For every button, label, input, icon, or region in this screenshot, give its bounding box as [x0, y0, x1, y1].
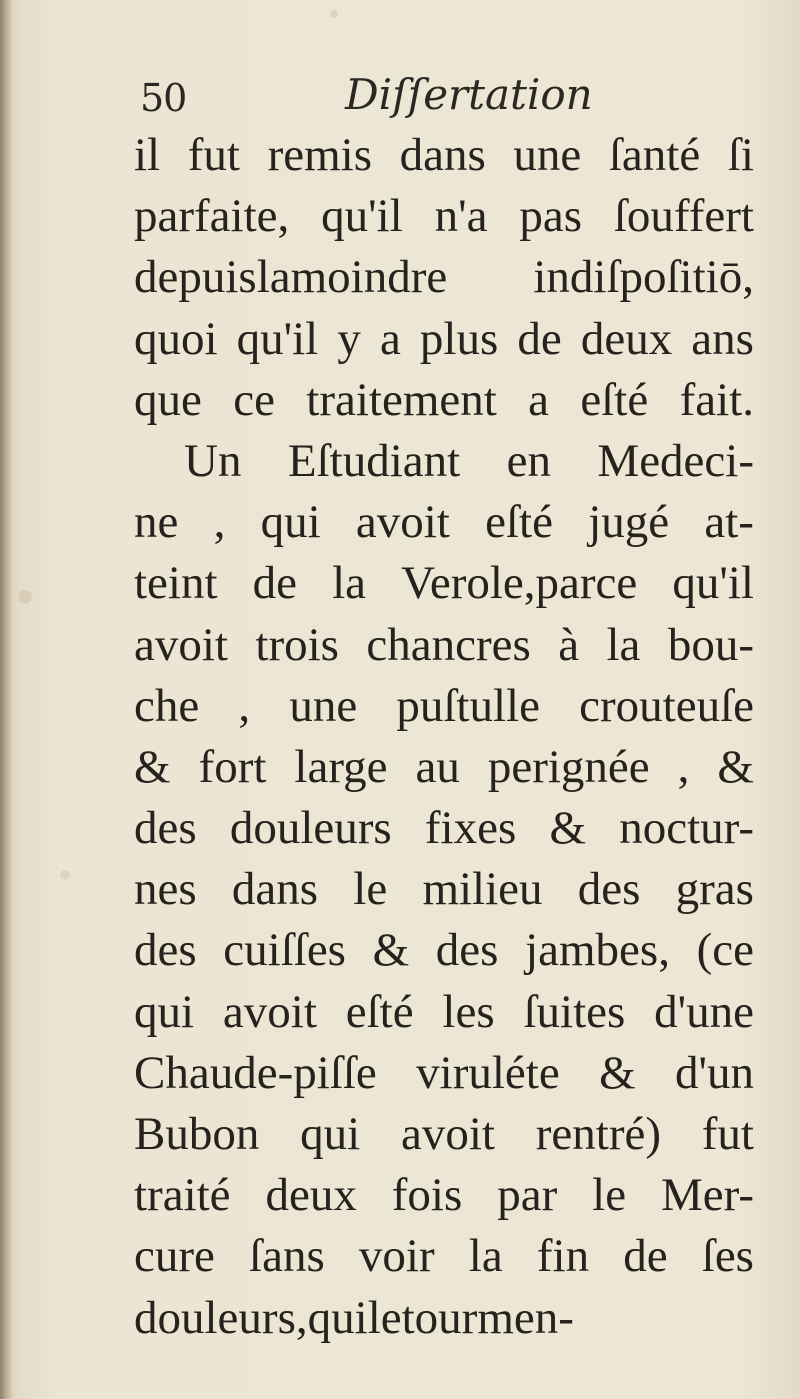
word: fut — [701, 1108, 754, 1160]
word: jugé — [588, 496, 670, 549]
word: ſans — [249, 1230, 325, 1283]
word: che — [134, 679, 200, 732]
word: , — [295, 1291, 308, 1344]
word: ſanté — [608, 129, 701, 181]
text-line — [134, 1043, 754, 1104]
word: at- — [704, 496, 754, 549]
word: Verole,parce — [401, 557, 638, 610]
word: qui — [307, 1291, 368, 1344]
word: d'un — [675, 1046, 754, 1099]
word: parfaite, — [134, 190, 290, 243]
word: Un — [184, 434, 242, 487]
word: ſuites — [523, 985, 626, 1038]
word: viruléte — [416, 1046, 560, 1099]
word: le — [367, 1291, 402, 1344]
word: y — [337, 312, 361, 365]
word: , — [677, 740, 690, 793]
text-line — [134, 1288, 754, 1349]
word: fut — [187, 129, 240, 181]
word: a — [528, 373, 550, 426]
word: qu'il — [236, 312, 319, 365]
word: Medeci- — [597, 434, 754, 487]
word: teint — [134, 557, 218, 610]
text-line — [134, 247, 754, 308]
word: dans — [399, 129, 486, 181]
word: une — [289, 679, 358, 732]
word: la — [332, 557, 367, 610]
body-text — [134, 125, 754, 1349]
word: qu'il — [672, 557, 754, 610]
word: , — [213, 496, 226, 549]
word: n'a — [434, 190, 488, 243]
word: cuiſſes — [223, 924, 346, 977]
word: fort — [198, 740, 267, 793]
word: que — [134, 373, 202, 426]
text-line — [134, 125, 754, 186]
word: rentré) — [535, 1108, 661, 1160]
paper-stain — [60, 870, 70, 880]
text-line — [134, 186, 754, 247]
word: & — [134, 740, 171, 793]
word: en — [506, 434, 551, 487]
word: de — [252, 557, 298, 610]
word: Eſtudiant — [287, 434, 461, 487]
text-line — [134, 737, 754, 798]
word: jambes, — [525, 924, 670, 977]
word: le — [592, 1169, 627, 1222]
word: ſi — [727, 129, 754, 181]
word: crouteuſe — [579, 679, 754, 732]
word: avoit — [400, 1108, 495, 1160]
word: & — [372, 924, 410, 977]
text-line — [134, 920, 754, 981]
text-line — [134, 1165, 754, 1226]
word: fixes — [424, 802, 517, 855]
word: des — [577, 863, 641, 916]
word: depuislamoindre — [134, 251, 448, 304]
word: plus — [419, 312, 499, 365]
word: voir — [358, 1230, 435, 1283]
word: eſté — [580, 373, 649, 426]
word: il — [134, 129, 161, 181]
word: traitement — [306, 373, 497, 426]
word: avoit — [134, 618, 228, 671]
word: de — [623, 1230, 668, 1283]
page-number: 50 — [140, 76, 187, 120]
word: milieu — [422, 863, 543, 916]
word: ſouffert — [613, 190, 754, 243]
word: remis — [267, 129, 372, 181]
word: des — [134, 802, 197, 855]
text-line-paragraph-start — [134, 431, 754, 492]
word: dans — [231, 863, 319, 916]
word: ne — [134, 496, 179, 549]
word: des — [134, 924, 197, 977]
page-gutter-shadow — [0, 0, 12, 1399]
word: qui — [134, 985, 195, 1038]
word: une — [513, 129, 582, 181]
word: fois — [391, 1169, 463, 1222]
word: & — [549, 802, 587, 855]
page-header — [140, 68, 760, 128]
word: eſté — [345, 985, 414, 1038]
text-line — [134, 1104, 754, 1165]
word: a — [379, 312, 401, 365]
text-line — [134, 370, 754, 431]
word: Bubon — [134, 1108, 260, 1160]
word: ans — [691, 312, 754, 365]
word: à — [558, 618, 580, 671]
text-line — [134, 676, 754, 737]
word: noctur- — [619, 802, 754, 855]
word: traité — [134, 1169, 231, 1222]
word: les — [442, 985, 495, 1038]
word: la — [606, 618, 641, 671]
word: avoit — [355, 496, 450, 549]
running-title: Diſſertation — [345, 70, 593, 119]
paper-stain — [18, 590, 32, 604]
word: qui — [300, 1108, 361, 1160]
word: cure — [134, 1230, 215, 1283]
word: , — [238, 679, 251, 732]
word: ce — [233, 373, 275, 426]
text-line — [134, 615, 754, 676]
text-line — [134, 553, 754, 614]
word: bou- — [667, 618, 754, 671]
word: Mer- — [660, 1169, 754, 1222]
word: tourmen- — [401, 1291, 574, 1344]
word: des — [435, 924, 499, 977]
word: chancres — [366, 618, 531, 671]
text-line — [134, 982, 754, 1043]
word: avoit — [222, 985, 317, 1038]
word: de — [517, 312, 562, 365]
word: deux — [580, 312, 673, 365]
word: d'une — [654, 985, 754, 1038]
word: eſté — [485, 496, 553, 549]
word: douleurs — [134, 1291, 296, 1344]
word: Chaude-piſſe — [134, 1046, 377, 1099]
word: au — [415, 740, 460, 793]
word: ſes — [701, 1230, 754, 1283]
word: qu'il — [321, 190, 403, 243]
text-line — [134, 309, 754, 370]
word: trois — [255, 618, 339, 671]
word: par — [497, 1169, 558, 1222]
word: & — [599, 1046, 636, 1099]
word: (ce — [696, 924, 754, 977]
word: douleurs — [229, 802, 392, 855]
word: perignée — [487, 740, 650, 793]
word: qui — [260, 496, 321, 549]
word: fait. — [679, 373, 754, 426]
word: gras — [675, 863, 754, 916]
word: puſtulle — [396, 679, 540, 732]
word: deux — [265, 1169, 357, 1222]
text-line — [134, 859, 754, 920]
word: nes — [134, 863, 197, 916]
text-line — [134, 1226, 754, 1287]
word: fin — [536, 1230, 590, 1283]
word: quoi — [134, 312, 218, 365]
word: large — [294, 740, 388, 793]
word: la — [468, 1230, 503, 1283]
word: le — [353, 863, 388, 916]
text-line — [134, 492, 754, 553]
text-line — [134, 798, 754, 859]
word: pas — [519, 190, 582, 243]
word: & — [717, 740, 754, 793]
word: indiſpoſitiō, — [533, 251, 754, 304]
paper-stain — [330, 10, 338, 18]
